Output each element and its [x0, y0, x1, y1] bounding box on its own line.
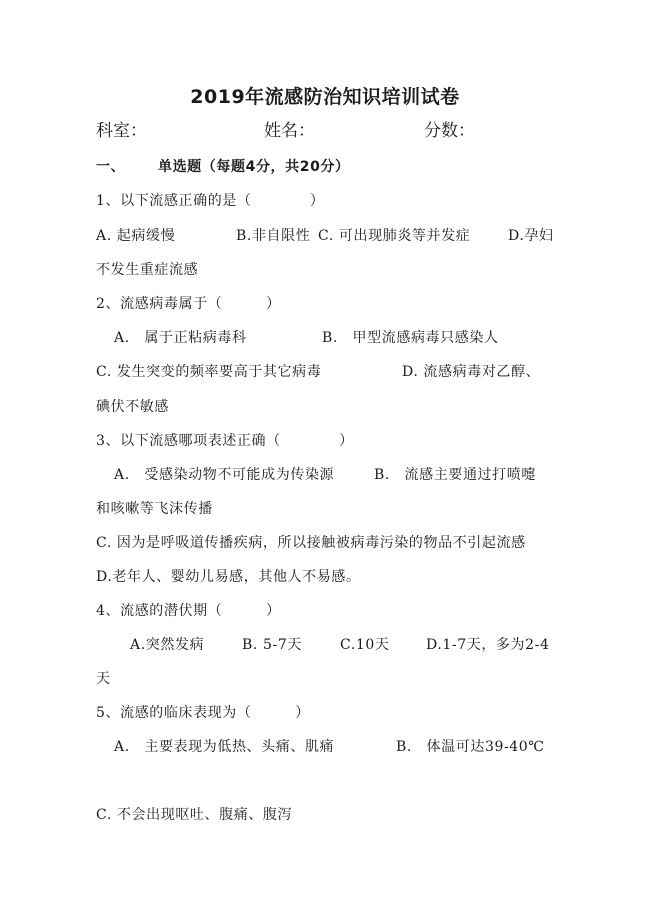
option-a: A. 属于正粘病毒科 [114, 330, 247, 346]
section-heading [96, 156, 350, 176]
option-c: C. 发生突变的频率要高于其它病毒 [96, 364, 322, 380]
option-d: D.老年人、婴幼儿易感，其他人不易感。 [96, 569, 361, 585]
question-5-options-row-1 [96, 736, 576, 756]
option-a: A. 受感染动物不可能成为传染源 [114, 467, 335, 483]
question-3-stem: 3、以下流感哪项表述正确（ ） [96, 433, 354, 449]
option-d: D. 流感病毒对乙醇、 [402, 364, 541, 380]
question-3-options-row-1 [96, 464, 576, 484]
option-b: B.非自限性 [236, 228, 311, 244]
name-label: 姓名： [264, 121, 315, 141]
question-1-options [96, 225, 576, 245]
section-number: 一、 [96, 159, 126, 175]
option-c: C. 因为是呼吸道传播疾病，所以接触被病毒污染的物品不引起流感 [96, 535, 526, 551]
option-a: A. 起病缓慢 [96, 228, 176, 244]
question-4-options [96, 634, 576, 654]
question-1-continuation: 不发生重症流感 [96, 262, 199, 278]
question-2-continuation: 碘伏不敏感 [96, 399, 169, 415]
question-3-continuation: 和咳嗽等飞沫传播 [96, 501, 213, 517]
department-label: 科室： [96, 121, 147, 141]
question-4-stem: 4、流感的潜伏期（ ） [96, 603, 281, 619]
score-label: 分数： [424, 121, 475, 141]
option-b: B. 5-7天 [242, 637, 302, 653]
question-2-options-row-2 [96, 361, 576, 381]
page-title: 2019年流感防治知识培训试卷 [190, 86, 460, 108]
option-a: A.突然发病 [130, 637, 205, 653]
question-4-continuation: 天 [96, 671, 111, 687]
option-c: C. 不会出现呕吐、腹痛、腹泻 [96, 807, 293, 823]
question-2-stem: 2、流感病毒属于（ ） [96, 296, 281, 312]
option-c: C.10天 [340, 637, 390, 653]
option-b: B. 流感主要通过打喷嚏 [374, 467, 536, 483]
option-b: B. 甲型流感病毒只感染人 [322, 330, 499, 346]
option-b: B. 体温可达39-40℃ [396, 739, 545, 755]
option-c: C. 可出现肺炎等并发症 [318, 228, 471, 244]
header-fields [96, 116, 616, 144]
option-d: D.1-7天，多为2-4 [426, 637, 550, 653]
section-title: 单选题（每题4分，共20分） [158, 159, 350, 175]
question-1-stem: 1、以下流感正确的是（ ） [96, 193, 325, 209]
option-a: A. 主要表现为低热、头痛、肌痛 [114, 739, 335, 755]
option-d: D.孕妇 [508, 228, 554, 244]
question-2-options-row-1 [96, 327, 576, 347]
question-5-stem: 5、流感的临床表现为（ ） [96, 705, 310, 721]
